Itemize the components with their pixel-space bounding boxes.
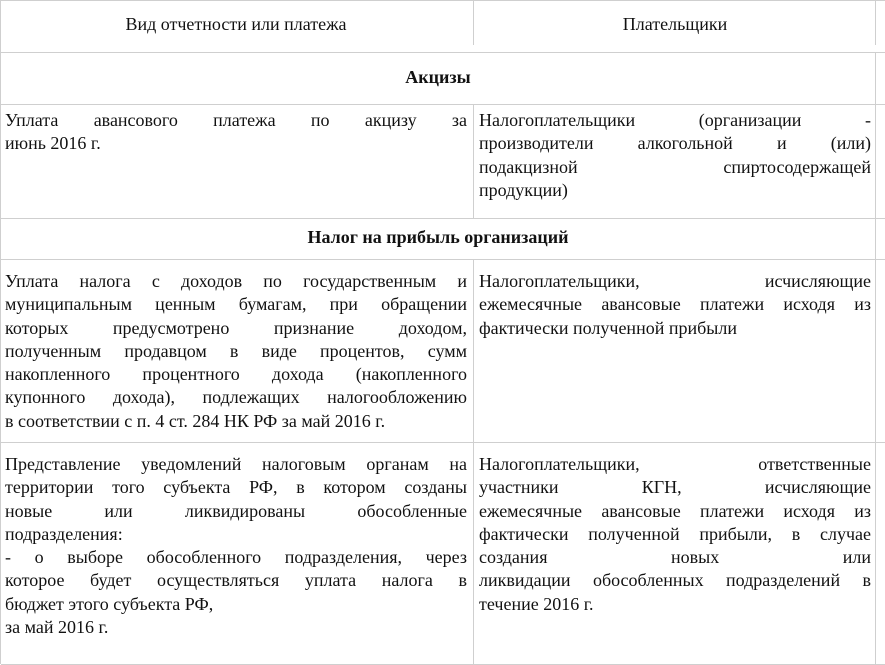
- cell-line: продукции): [479, 179, 568, 200]
- cell-line: Представление уведомлений налоговым органам на: [5, 454, 467, 474]
- header-payers: Плательщики: [474, 1, 876, 45]
- table-header-row: [1, 1, 885, 53]
- cell-line: полученным продавцом в виде процентов, сумм: [5, 340, 467, 361]
- section-excise-row: [1, 53, 885, 105]
- cell-line: Уплата налога с доходов по государственным и: [5, 271, 467, 291]
- cell-line: июнь 2016 г.: [5, 133, 101, 154]
- report-type-cell: [1, 105, 474, 218]
- table-row: [1, 260, 885, 443]
- cell-line: муниципальным ценным бумагам, при обращении: [5, 294, 467, 315]
- header-report-type: Вид отчетности или платежа: [1, 1, 474, 45]
- table-row: [1, 105, 885, 219]
- table-row: [1, 443, 885, 665]
- cell-line: в соответствии с п. 4 ст. 284 НК РФ за май 2016 г.: [5, 410, 386, 431]
- cell-line: Налогоплательщики (организации -: [479, 110, 871, 130]
- cell-line: Налогоплательщики, ответственные: [479, 454, 871, 474]
- payers-cell: [474, 105, 876, 218]
- cell-line: новые или ликвидированы обособленные: [5, 500, 467, 521]
- cell-line: Налогоплательщики, исчисляющие: [479, 271, 871, 291]
- cell-line: купонного дохода), подлежащих налогообложению: [5, 387, 467, 408]
- cell-line: которое будет осуществляться уплата налога в: [5, 570, 467, 591]
- cell-line: создания новых или: [479, 547, 871, 568]
- payers-cell: [474, 443, 876, 664]
- cell-line: - о выборе обособленного подразделения, через: [5, 547, 467, 568]
- cell-line: подразделения:: [5, 523, 123, 544]
- cell-line: ежемесячные авансовые платежи исходя из: [479, 500, 871, 521]
- cell-line: течение 2016 г.: [479, 593, 594, 614]
- payers-cell: [474, 260, 876, 442]
- cell-line: ликвидации обособленных подразделений в: [479, 570, 871, 591]
- cell-line: участники КГН, исчисляющие: [479, 477, 871, 498]
- cell-line: фактически полученной прибыли, в случае: [479, 523, 871, 544]
- cell-line: фактически полученной прибыли: [479, 317, 737, 338]
- cell-line: территории того субъекта РФ, в котором созданы: [5, 477, 467, 498]
- report-type-cell: [1, 443, 474, 664]
- cell-line: Уплата авансового платежа по акцизу за: [5, 110, 467, 130]
- section-profit-tax-row: [1, 219, 885, 260]
- cell-line: за май 2016 г.: [5, 617, 109, 638]
- section-title-profit-tax: Налог на прибыль организаций: [1, 219, 876, 259]
- report-type-cell: [1, 260, 474, 442]
- cell-line: подакцизной спиртосодержащей: [479, 156, 871, 177]
- cell-line: которых предусмотрено признание доходом,: [5, 317, 467, 338]
- cell-line: накопленного процентного дохода (накопленного: [5, 364, 467, 385]
- cell-line: ежемесячные авансовые платежи исходя из: [479, 294, 871, 315]
- section-title-excise: Акцизы: [1, 53, 876, 104]
- cell-line: производители алкогольной и (или): [479, 133, 871, 154]
- cell-line: бюджет этого субъекта РФ,: [5, 593, 214, 614]
